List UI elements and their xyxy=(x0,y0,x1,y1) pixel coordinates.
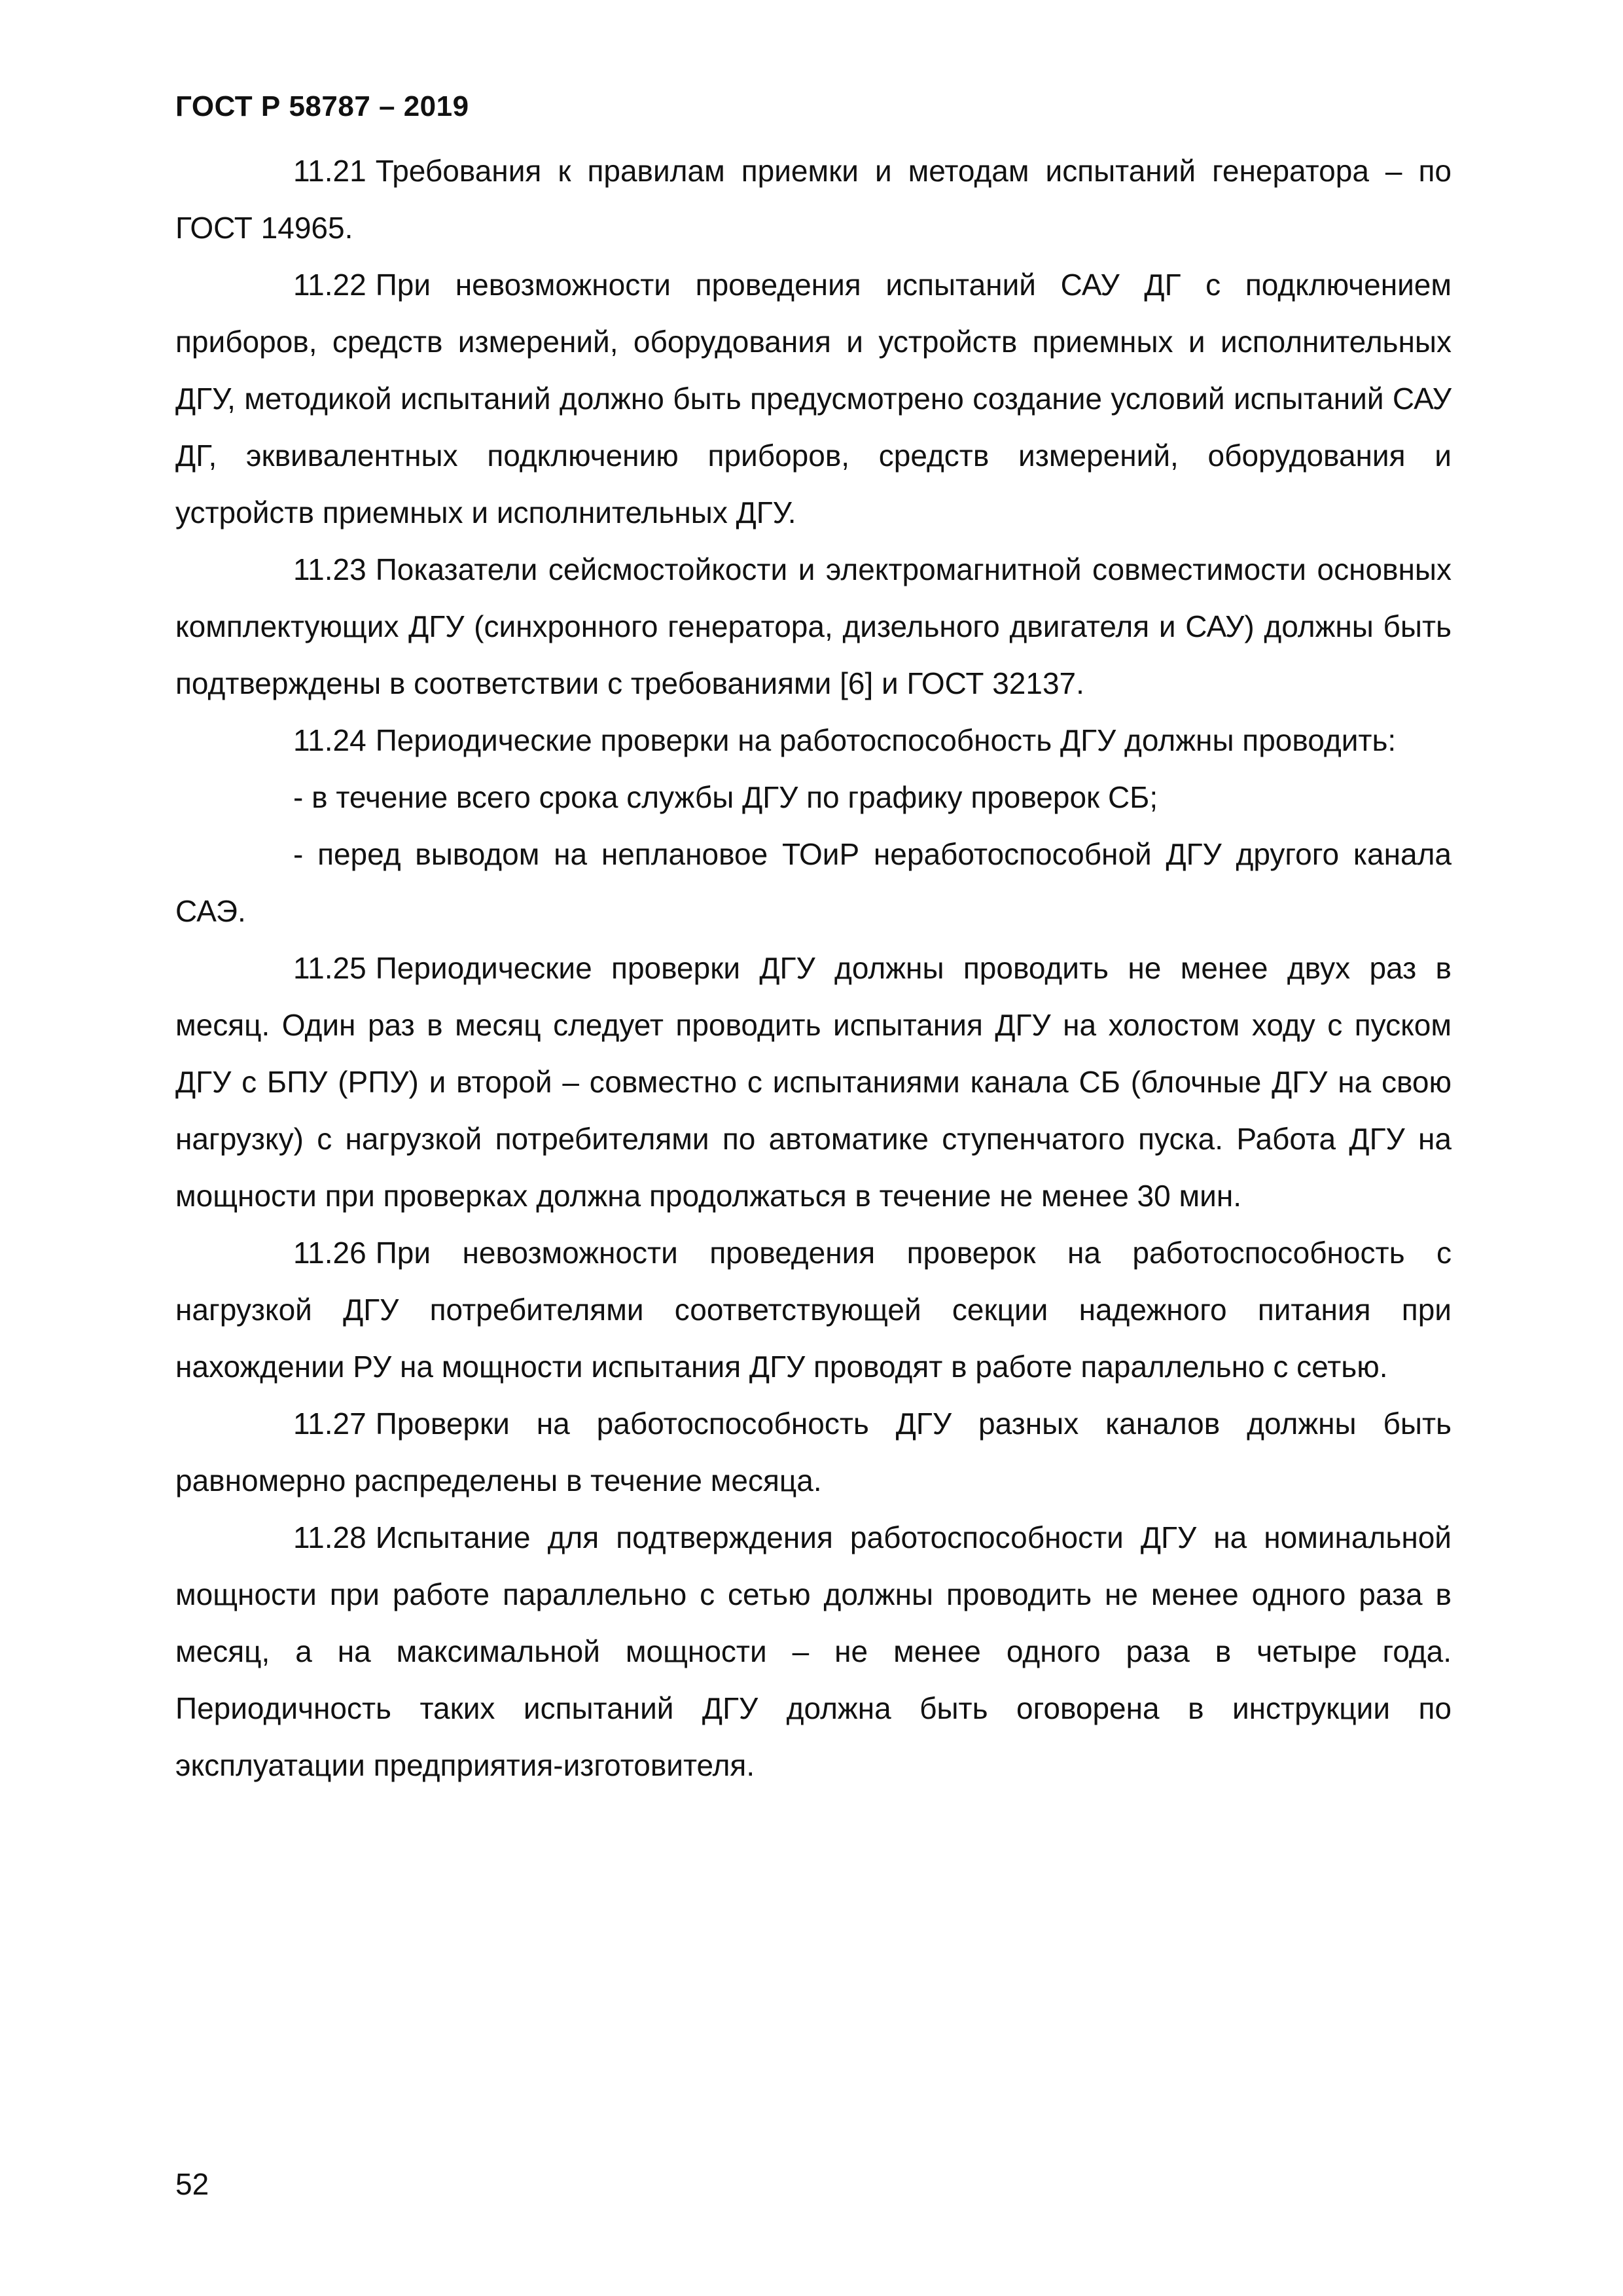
paragraph-number: 11.24 xyxy=(293,723,366,757)
paragraph-11-24 xyxy=(175,712,1452,769)
paragraph-11-26 xyxy=(175,1225,1452,1395)
list-item-text: - перед выводом на неплановое ТОиР неработоспособной ДГУ другого канала САЭ. xyxy=(175,837,1452,928)
paragraph-text: Периодические проверки на работоспособность ДГУ должны проводить: xyxy=(375,723,1397,757)
paragraph-text: Показатели сейсмостойкости и электромагнитной совместимости основных комплектующих ДГУ (синхронного генератора, дизельного двигателя и САУ) должны быть подтверждены в соответствии с требованиями [6] и ГОСТ 32137. xyxy=(175,552,1452,700)
paragraph-number: 11.21 xyxy=(293,154,366,188)
paragraph-11-21 xyxy=(175,143,1452,257)
paragraph-text: Испытание для подтверждения работоспособности ДГУ на номинальной мощности при работе параллельно с сетью должны проводить не менее одного раза в месяц, а на максимальной мощности – не менее одного раза в четыре года. Периодичность таких испытаний ДГУ должна быть оговорена в инструкции по эксплуатации предприятия-изготовителя. xyxy=(175,1520,1452,1782)
page-number: 52 xyxy=(175,2167,209,2201)
document-code-header: ГОСТ Р 58787 – 2019 xyxy=(175,90,469,122)
paragraph-11-25 xyxy=(175,940,1452,1225)
document-body xyxy=(175,143,1452,1794)
paragraph-text: Периодические проверки ДГУ должны проводить не менее двух раз в месяц. Один раз в месяц следует проводить испытания ДГУ на холостом ходу с пуском ДГУ с БПУ (РПУ) и второй – совместно с испытаниями канала СБ (блочные ДГУ на свою нагрузку) с нагрузкой потребителями по автоматике ступенчатого пуска. Работа ДГУ на мощности при проверках должна продолжаться в течение не менее 30 мин. xyxy=(175,951,1452,1213)
paragraph-11-27 xyxy=(175,1395,1452,1509)
paragraph-text: Проверки на работоспособность ДГУ разных каналов должны быть равномерно распределены в течение месяца. xyxy=(175,1407,1452,1498)
paragraph-text: При невозможности проведения проверок на работоспособность с нагрузкой ДГУ потребителями соответствующей секции надежного питания при нахождении РУ на мощности испытания ДГУ проводят в работе параллельно с сетью. xyxy=(175,1236,1452,1384)
paragraph-text: При невозможности проведения испытаний САУ ДГ с подключением приборов, средств измерений, оборудования и устройств приемных и исполнительных ДГУ, методикой испытаний должно быть предусмотрено создание условий испытаний САУ ДГ, эквивалентных подключению приборов, средств измерений, оборудования и устройств приемных и исполнительных ДГУ. xyxy=(175,268,1452,529)
paragraph-number: 11.27 xyxy=(293,1407,366,1441)
paragraph-11-22 xyxy=(175,257,1452,541)
list-item-before-maintenance xyxy=(175,826,1452,940)
paragraph-text: Требования к правилам приемки и методам испытаний генератора – по ГОСТ 14965. xyxy=(175,154,1452,245)
list-item-service-life xyxy=(175,769,1452,826)
paragraph-11-28 xyxy=(175,1509,1452,1794)
list-item-text: - в течение всего срока службы ДГУ по графику проверок СБ; xyxy=(293,780,1158,814)
paragraph-number: 11.26 xyxy=(293,1236,366,1270)
paragraph-11-23 xyxy=(175,541,1452,712)
paragraph-number: 11.23 xyxy=(293,552,366,586)
paragraph-number: 11.28 xyxy=(293,1520,366,1554)
paragraph-number: 11.25 xyxy=(293,951,366,985)
paragraph-number: 11.22 xyxy=(293,268,366,302)
